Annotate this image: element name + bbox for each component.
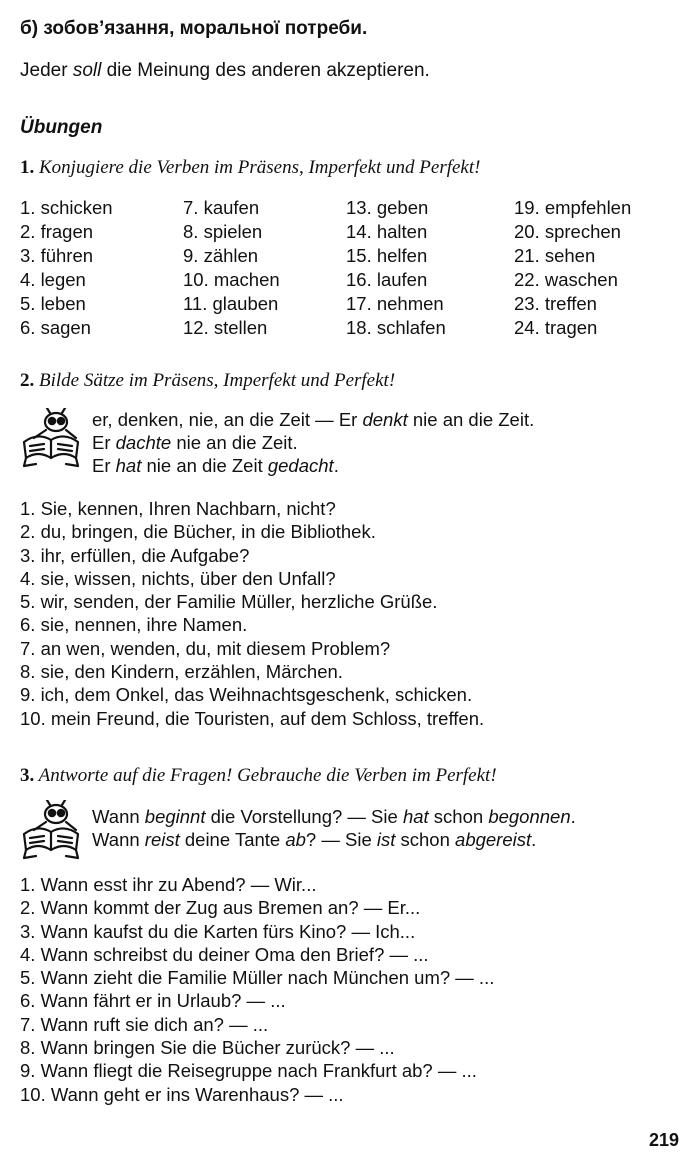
list-item: 9. ich, dem Onkel, das Weihnachtsgeschenk, schicken.	[20, 684, 473, 706]
list-item: 9. Wann fliegt die Reisegruppe nach Frankfurt ab? — ...	[20, 1060, 477, 1082]
list-item: 8. sie, den Kindern, erzählen, Märchen.	[20, 661, 343, 683]
list-item: 4. sie, wissen, nichts, über den Unfall?	[20, 567, 336, 589]
list-item: 2. du, bringen, die Bücher, in die Bibliothek.	[20, 521, 376, 543]
verb-item: 21. sehen	[514, 245, 596, 266]
ex-text: Wann	[92, 829, 145, 850]
example-3-line-1	[92, 805, 576, 828]
verb-item: 14. halten	[346, 221, 428, 242]
example-3-block	[92, 805, 576, 851]
task-1-number: 1.	[20, 157, 35, 178]
task-2-text: Bilde Sätze im Präsens, Imperfekt und Perfekt!	[34, 370, 396, 391]
verb-item: 3. führen	[20, 245, 94, 266]
ex-em: ist	[376, 829, 396, 850]
ex-em: dachte	[115, 432, 172, 453]
verb-item: 24. tragen	[514, 317, 598, 338]
ex-em: denkt	[362, 409, 408, 430]
ex-text: Er	[92, 455, 116, 476]
ex-text: .	[531, 829, 537, 850]
verb-item: 9. zählen	[183, 245, 259, 266]
list-item: 7. Wann ruft sie dich an? — ...	[20, 1013, 269, 1035]
example-2-line-3	[92, 454, 534, 477]
verb-item: 1. schicken	[20, 197, 113, 218]
ex-text: ? — Sie	[305, 829, 377, 850]
ex-em: begonnen	[488, 806, 571, 827]
verb-item: 12. stellen	[183, 317, 268, 338]
list-item: 6. Wann fährt er in Urlaub? — ...	[20, 990, 286, 1012]
ex-text: schon	[395, 829, 456, 850]
verb-item: 18. schlafen	[346, 317, 446, 338]
verb-item: 7. kaufen	[183, 197, 260, 218]
verb-item: 17. nehmen	[346, 293, 444, 314]
ex-text: Er	[92, 432, 116, 453]
exercise-3-list	[20, 873, 494, 1106]
verb-item: 19. empfehlen	[514, 197, 632, 218]
task-1-heading	[20, 157, 480, 179]
list-item: 3. ihr, erfüllen, die Aufgabe?	[20, 544, 250, 566]
ex-text: Wann	[92, 806, 145, 827]
verb-item: 4. legen	[20, 269, 86, 290]
example-3-line-2	[92, 828, 576, 851]
ex-text: nie an die Zeit.	[171, 432, 298, 453]
ex-text: die Vorstellung? — Sie	[205, 806, 403, 827]
ex-em: ab	[285, 829, 306, 850]
ex-em: beginnt	[144, 806, 206, 827]
ex-em: hat	[115, 455, 142, 476]
verb-item: 22. waschen	[514, 269, 618, 290]
ex-text: schon	[428, 806, 489, 827]
verb-item: 15. helfen	[346, 245, 428, 266]
exercise-2-list	[20, 497, 484, 730]
verb-item: 13. geben	[346, 197, 429, 218]
ex-text: er, denken, nie, an die Zeit — Er	[92, 409, 363, 430]
example-text: Jeder	[20, 60, 73, 81]
example-emphasis: soll	[72, 60, 102, 81]
ex-text: nie an die Zeit.	[407, 409, 535, 430]
ex-em: gedacht	[267, 455, 334, 476]
ex-em: abgereist	[455, 829, 532, 850]
verb-item: 2. fragen	[20, 221, 94, 242]
list-item: 4. Wann schreibst du deiner Oma den Brief? — ...	[20, 943, 429, 965]
task-1-text: Konjugiere die Verben im Präsens, Imperfekt und Perfekt!	[34, 157, 481, 178]
owl-reading-icon	[20, 408, 82, 470]
verb-item: 6. sagen	[20, 317, 91, 338]
verb-column-3	[346, 196, 446, 340]
owl-reading-icon	[20, 800, 82, 862]
list-item: 1. Wann esst ihr zu Abend? — Wir...	[20, 874, 317, 895]
list-item: 10. mein Freund, die Touristen, auf dem Schloss, treffen.	[20, 707, 485, 729]
ex-text: deine Tante	[179, 829, 286, 850]
verb-column-2	[183, 196, 280, 340]
list-item: 2. Wann kommt der Zug aus Bremen an? — Er...	[20, 897, 421, 919]
task-2-heading	[20, 370, 395, 392]
example-text-end: die Meinung des anderen akzeptieren.	[101, 60, 430, 81]
section-title: Übungen	[20, 117, 103, 138]
list-item: 10. Wann geht er ins Warenhaus? — ...	[20, 1083, 344, 1105]
ex-text: .	[570, 806, 576, 827]
ex-text: .	[333, 455, 339, 476]
verb-column-1	[20, 196, 113, 340]
list-item: 6. sie, nennen, ihre Namen.	[20, 614, 248, 636]
task-3-text: Antworte auf die Fragen! Gebrauche die Verben im Perfekt!	[34, 765, 497, 786]
task-3-number: 3.	[20, 765, 35, 786]
example-2-line-2	[92, 431, 534, 454]
verb-item: 5. leben	[20, 293, 86, 314]
page-number: 219	[649, 1130, 680, 1150]
ex-em: reist	[144, 829, 180, 850]
task-2-number: 2.	[20, 370, 35, 391]
example-2-block	[92, 408, 534, 477]
verb-item: 8. spielen	[183, 221, 263, 242]
list-item: 1. Sie, kennen, Ihren Nachbarn, nicht?	[20, 498, 336, 519]
task-3-heading	[20, 765, 497, 787]
list-item: 5. wir, senden, der Familie Müller, herzliche Grüße.	[20, 591, 438, 613]
list-item: 5. Wann zieht die Familie Müller nach München um? — ...	[20, 967, 495, 989]
verb-column-4	[514, 196, 631, 340]
list-item: 7. an wen, wenden, du, mit diesem Problem?	[20, 637, 391, 659]
list-item: 3. Wann kaufst du die Karten fürs Kino? — Ich...	[20, 920, 416, 942]
verb-item: 20. sprechen	[514, 221, 621, 242]
modal-verb-example	[20, 60, 430, 82]
list-item: 8. Wann bringen Sie die Bücher zurück? — ...	[20, 1037, 395, 1059]
verb-item: 23. treffen	[514, 293, 597, 314]
ex-text: nie an die Zeit	[141, 455, 268, 476]
verb-item: 11. glauben	[183, 293, 279, 314]
verb-item: 10. machen	[183, 269, 280, 290]
verb-item: 16. laufen	[346, 269, 428, 290]
ex-em: hat	[402, 806, 429, 827]
heading-ukrainian: б) зобов’язання, моральної потреби.	[20, 18, 368, 39]
example-2-line-1	[92, 408, 534, 431]
